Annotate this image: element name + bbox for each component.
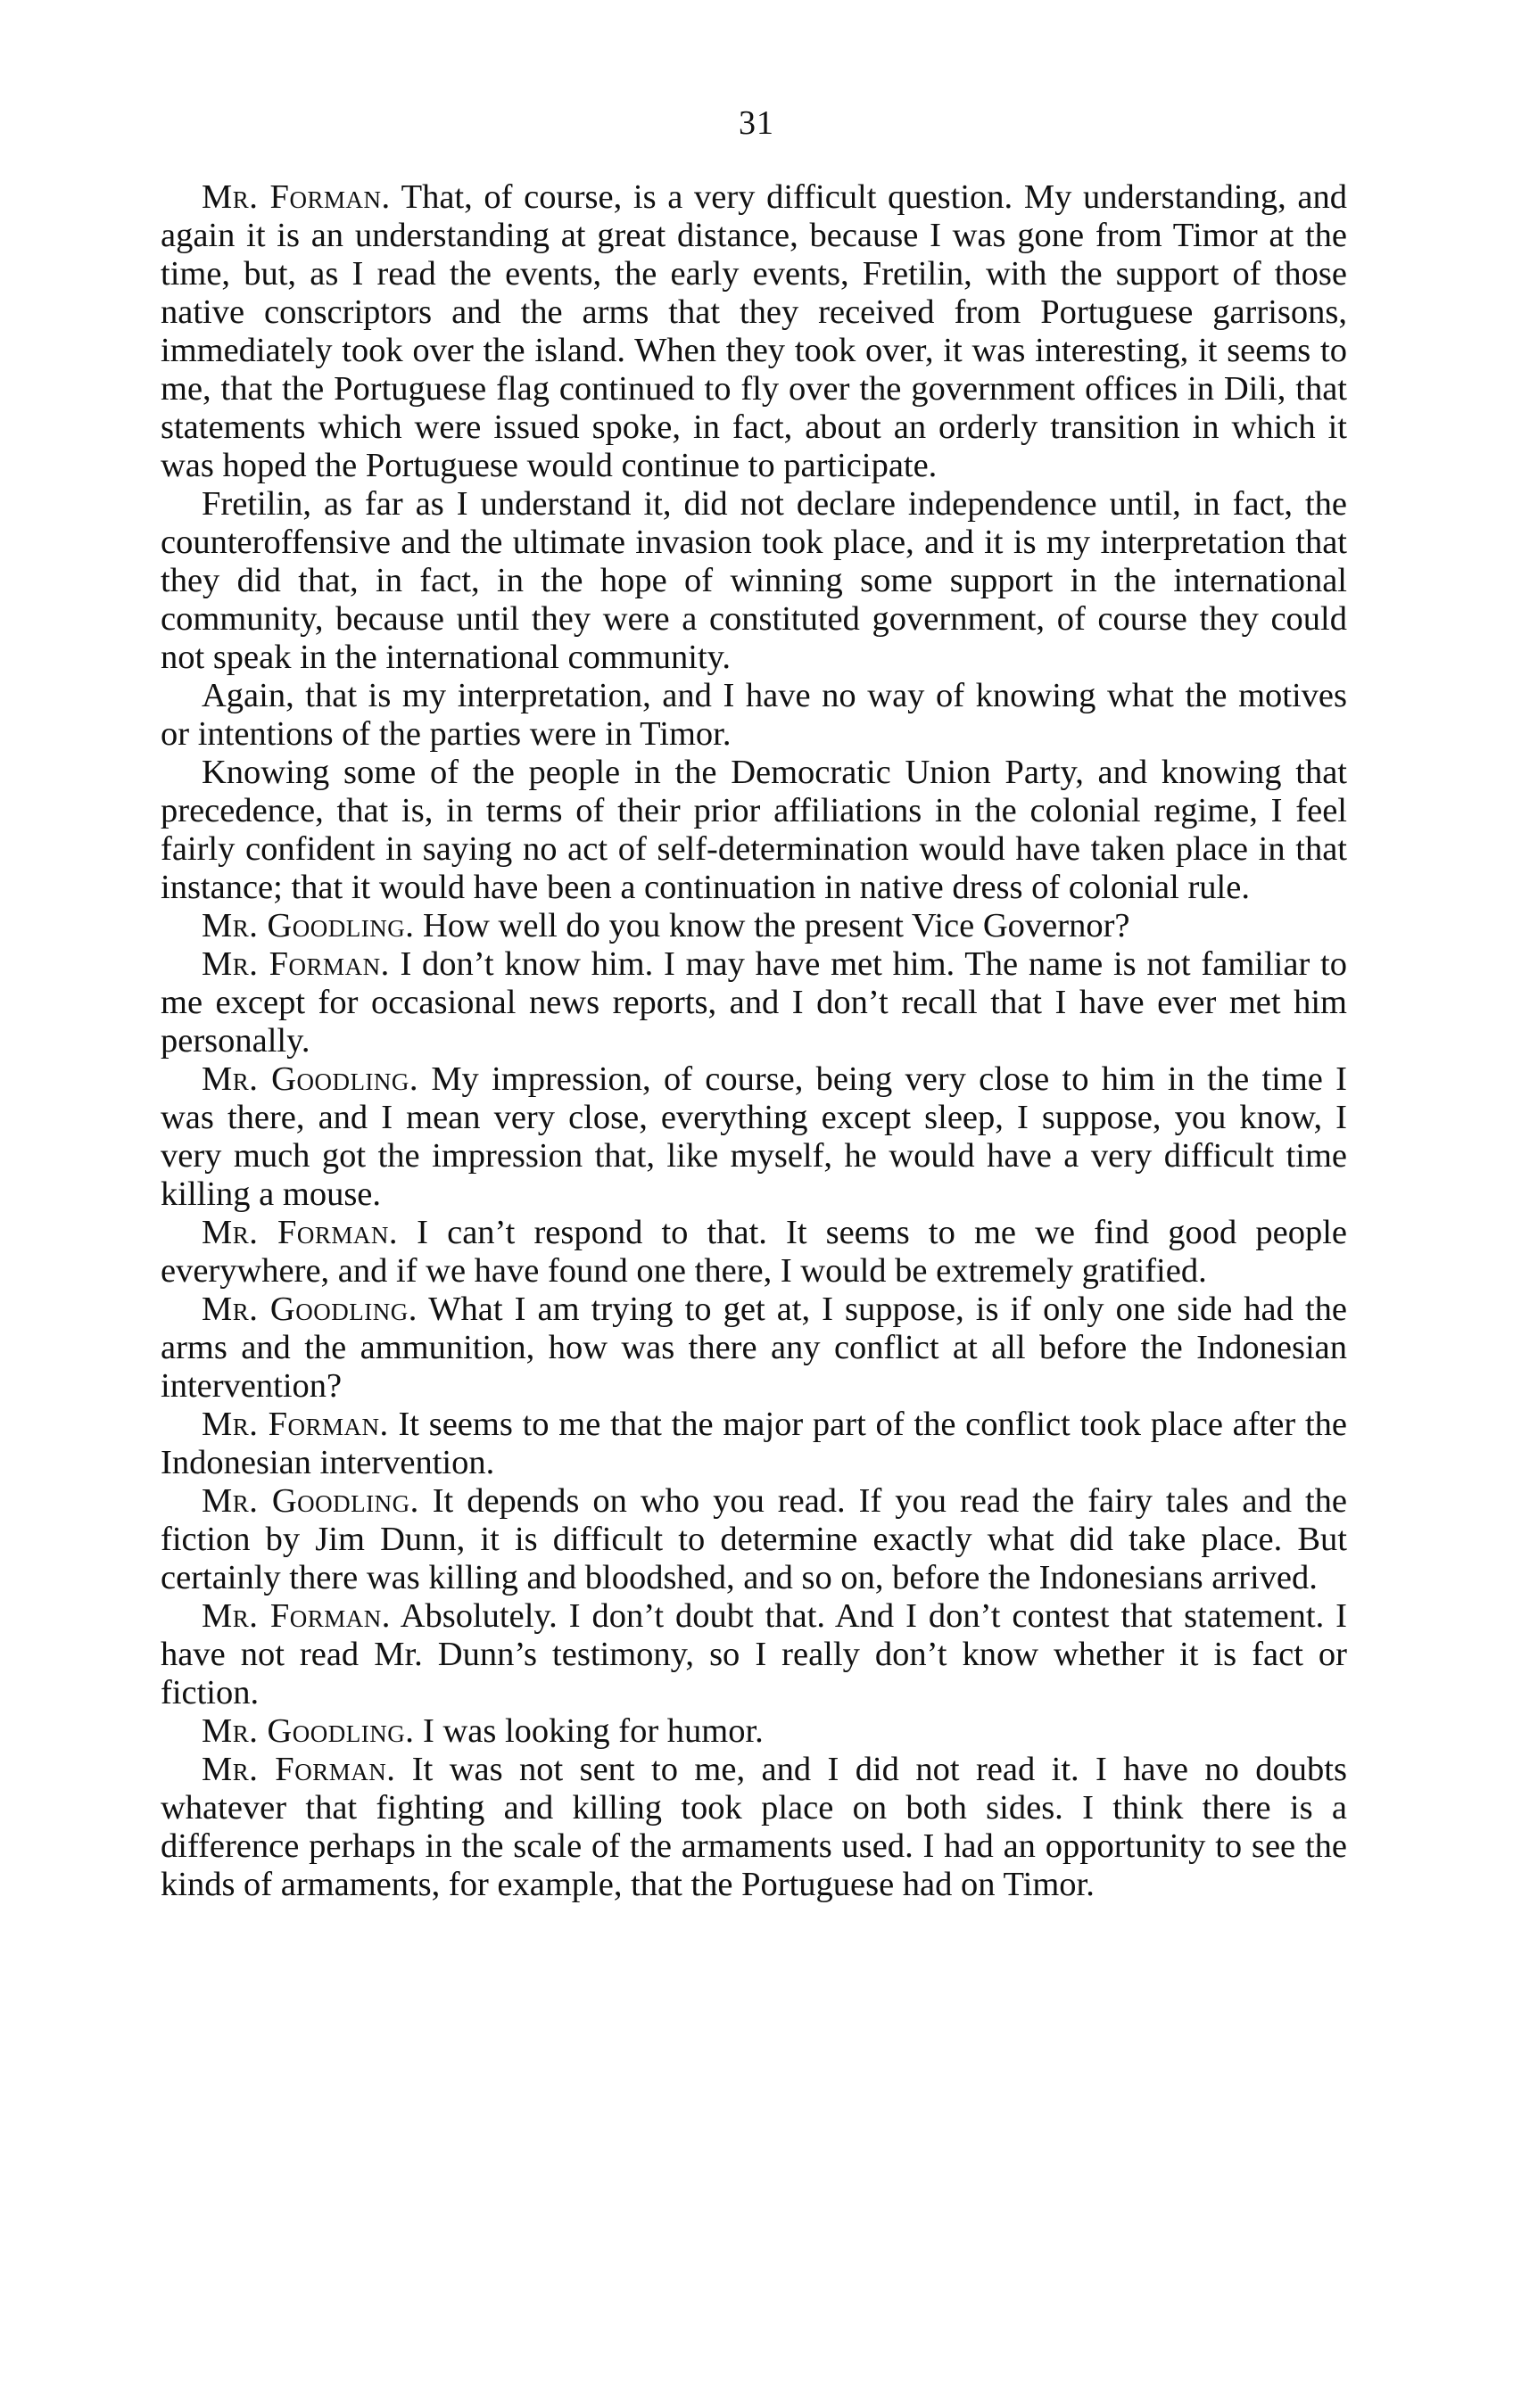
paragraph-6 [161,945,1347,1060]
paragraph-11 [161,1482,1347,1597]
paragraph-9 [161,1291,1347,1406]
speaker-name: Mr. Goodling. [202,1712,415,1750]
paragraph-7 [161,1060,1347,1214]
paragraph-text: It was not sent to me, and I did not read it. I have no doubts whatever that fighting and killing took place on both sides. I think there is a difference perhaps in the scale of the armaments used. I had an opportunity to see the kinds of armaments, for example, that the Portuguese had on Timor. [161,1751,1347,1903]
paragraph-text: It depends on who you read. If you read the fairy tales and the fiction by Jim Dunn, it is difficult to determine exactly what did take place. But certainly there was killing and bloodshed, and so on, before the Indonesians arrived. [161,1482,1347,1596]
paragraph-text: My impression, of course, being very close to him in the time I was there, and I mean very close, everything except sleep, I suppose, you know, I very much got the impression that, like myself, he would have a very difficult time killing a mouse. [161,1060,1347,1213]
paragraph-text: How well do you know the present Vice Governor? [414,907,1130,944]
speaker-name: Mr. Forman. [202,1597,391,1635]
speaker-name: Mr. Forman. [202,178,391,216]
speaker-name: Mr. Goodling. [202,1482,419,1520]
paragraph-text: What I am trying to get at, I suppose, is if only one side had the arms and the ammunition, how was there any conflict at all before the Indonesian intervention? [161,1291,1347,1405]
paragraph-4 [161,754,1347,907]
paragraph-13 [161,1712,1347,1751]
paragraph-text: I don’t know him. I may have met him. The name is not familiar to me except for occasional news reports, and I don’t recall that I have ever met him personally. [161,945,1347,1060]
paragraph-text: Knowing some of the people in the Democratic Union Party, and knowing that precedence, that is, in terms of their prior affiliations in the colonial regime, I feel fairly confident in saying no act of self-determination would have taken place in that instance; that it would have been a continuation in native dress of colonial rule. [161,754,1347,906]
paragraph-text: Again, that is my interpretation, and I have no way of knowing what the motives or intentions of the parties were in Timor. [161,677,1347,753]
paragraph-1 [161,178,1347,485]
speaker-name: Mr. Forman. [202,1214,399,1251]
speaker-name: Mr. Goodling. [202,1060,419,1098]
speaker-name: Mr. Goodling. [202,1291,418,1328]
paragraph-10 [161,1406,1347,1482]
paragraph-text: That, of course, is a very difficult question. My understanding, and again it is an understanding at great distance, because I was gone from Timor at the time, but, as I read the events, the early events, Fretilin, with the support of those native conscriptors and the arms that they received from Portuguese garrisons, immediately took over the island. When they took over, it was interesting, it seems to me, that the Portuguese flag continued to fly over the government offices in Dili, that statements which were issued spoke, in fact, about an orderly transition in which it was hoped the Portuguese would continue to participate. [161,178,1348,484]
transcript-body [161,178,1347,1904]
paragraph-text: I was looking for humor. [414,1712,764,1750]
page-number: 31 [739,104,774,142]
speaker-name: Mr. Forman. [202,945,390,983]
speaker-name: Mr. Goodling. [202,907,415,944]
paragraph-12 [161,1597,1347,1712]
paragraph-14 [161,1751,1347,1904]
paragraph-text: It seems to me that the major part of the conflict took place after the Indonesian intervention. [161,1406,1347,1481]
paragraph-3 [161,677,1347,754]
speaker-name: Mr. Forman. [202,1406,389,1443]
paragraph-5 [161,907,1347,945]
speaker-name: Mr. Forman. [202,1751,396,1788]
paragraph-text: Absolutely. I don’t doubt that. And I don’t contest that statement. I have not read Mr. Dunn’s testimony, so I really don’t know whether it is fact or fiction. [161,1597,1347,1711]
paragraph-8 [161,1214,1347,1291]
paragraph-2 [161,485,1347,677]
paragraph-text: I can’t respond to that. It seems to me we find good people everywhere, and if we have found one there, I would be extremely gratified. [161,1214,1347,1290]
paragraph-text: Fretilin, as far as I understand it, did not declare independence until, in fact, the counteroffensive and the ultimate invasion took place, and it is my interpretation that they did that, in fact, in the hope of winning some support in the international community, because until they were a constituted government, of course they could not speak in the international community. [161,485,1347,676]
